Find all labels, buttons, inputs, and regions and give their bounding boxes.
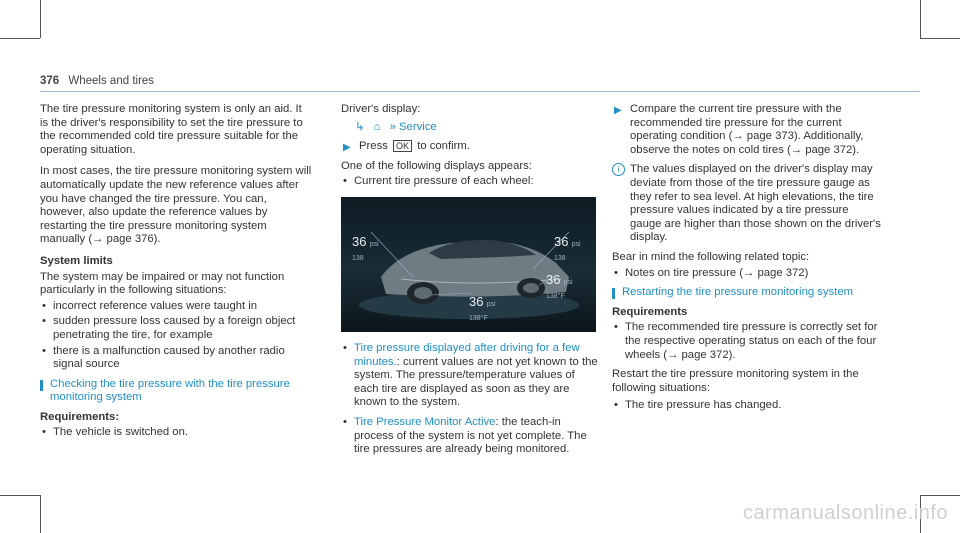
list-item: • The recommended tire pressure is correctly set for the respective operating status on each of the four wheels (→ page 372). (612, 321, 882, 362)
column-2 (341, 103, 599, 459)
section-heading-restarting: Restarting the tire pressure monitoring system (612, 286, 882, 300)
display-label: Driver's display: (341, 103, 421, 115)
display-message-link: Tire Pressure Monitor Active (354, 415, 496, 428)
tire-rr-temp: 138°F (546, 292, 565, 300)
one-of-text: One of the following displays appears: (341, 159, 532, 172)
display-message-link: Tire pressure displayed after driving for a few minutes. (354, 341, 580, 368)
list-item-text: : the teach-in process of the system is not yet complete. The tire pressures are already being monitored. (354, 415, 587, 456)
crop-mark (40, 495, 41, 533)
restart-text: Restart the tire pressure monitoring system in the following situations: (612, 368, 859, 394)
step-compare (612, 103, 882, 157)
tire-pressure-display-image (341, 197, 596, 332)
page-number: 376 (40, 75, 60, 87)
list-item (341, 416, 599, 457)
list-item: • sudden pressure loss caused by a foreign object penetrating the tire, for example (40, 315, 312, 342)
step-text: Press (359, 140, 388, 153)
related-intro: Bear in mind the following related topic: (612, 250, 810, 263)
column-3 (612, 103, 882, 415)
page-title: Wheels and tires (68, 75, 155, 87)
crop-mark (920, 495, 960, 496)
watermark: carmanualsonline.info (742, 502, 948, 524)
info-icon: i (612, 163, 625, 176)
step-triangle-icon: ▶ (343, 142, 351, 154)
arrow-right-icon: ↳ (355, 120, 365, 133)
crop-mark (0, 495, 40, 496)
crop-mark (920, 0, 921, 38)
intro-paragraph: The tire pressure monitoring system is only an aid. It is the driver's responsibility to set the tire pressure to the recommended cold tire pressure suitable for the operating situation. (40, 103, 303, 156)
list-item (341, 342, 599, 410)
tire-rl-value: 36 (469, 293, 484, 309)
requirements-heading: Requirements: (40, 410, 120, 423)
ok-key-icon: OK (393, 140, 412, 152)
crop-mark (40, 0, 41, 38)
step-press-ok (341, 140, 599, 154)
tire-rl-temp: 138°F (469, 314, 488, 322)
crop-mark (920, 38, 960, 39)
home-icon: ⌂ (373, 120, 381, 133)
requirements-heading: Requirements (612, 305, 688, 318)
crop-mark (0, 38, 40, 39)
system-limits-heading: System limits (40, 254, 113, 267)
tire-unit: psi (369, 240, 379, 248)
menu-item-service: Service (399, 120, 437, 133)
tire-unit: psi (571, 240, 581, 248)
list-item-text: : current values are not yet known to the system. The pressure/temperature values of each tire are displayed as soon as they are known to the system. (354, 355, 598, 409)
list-item: • The tire pressure has changed. (612, 399, 882, 413)
step-triangle-icon: ▶ (614, 105, 622, 116)
tire-rr-readout (546, 273, 573, 303)
list-item: • The vehicle is switched on. (40, 426, 312, 440)
tire-fr-value: 36 (554, 233, 569, 249)
step-text: Compare the current tire pressure with the recommended tire pressure for the current operating condition (→ page 373). Additionally, observe the notes on cold tires (→ page 372). (630, 103, 864, 156)
tire-fl-value: 36 (352, 233, 367, 249)
column-1 (40, 103, 312, 442)
tire-fr-readout (554, 235, 581, 265)
tire-rl-readout (469, 295, 496, 325)
note-text: The values displayed on the driver's display may deviate from those of the tire pressure gauge as they refer to sea level. At high elevations, the tire pressure values indicated by a tire pressure gauge are higher than those shown on the driver's display. (630, 163, 881, 244)
list-item: • there is a malfunction caused by another radio signal source (40, 345, 312, 372)
tire-unit: psi (563, 278, 573, 286)
tire-fl-temp: 138 (352, 254, 364, 262)
tire-unit: psi (486, 300, 496, 308)
tire-fl-readout (352, 235, 379, 265)
list-item: • Notes on tire pressure (→ page 372) (612, 267, 882, 281)
tire-fr-temp: 138 (554, 254, 566, 262)
info-note (612, 163, 882, 245)
page-header (40, 75, 154, 87)
update-paragraph: In most cases, the tire pressure monitoring system will automatically update the new reference values after you have changed the tire pressure. You can, however, also update the reference values by restarting the tire pressure monitoring system manually (→ page 376). (40, 165, 312, 246)
list-item: • Current tire pressure of each wheel: (341, 175, 599, 189)
limits-text: The system may be impaired or may not function particularly in the following situations: (40, 270, 285, 297)
double-chevron-icon: » (389, 120, 396, 133)
tire-rr-value: 36 (546, 271, 561, 287)
step-text: to confirm. (417, 140, 470, 153)
menu-path (341, 121, 599, 135)
list-item: • incorrect reference values were taught in (40, 300, 312, 314)
section-heading-checking: Checking the tire pressure with the tire pressure monitoring system (40, 378, 312, 405)
header-divider (40, 91, 920, 92)
